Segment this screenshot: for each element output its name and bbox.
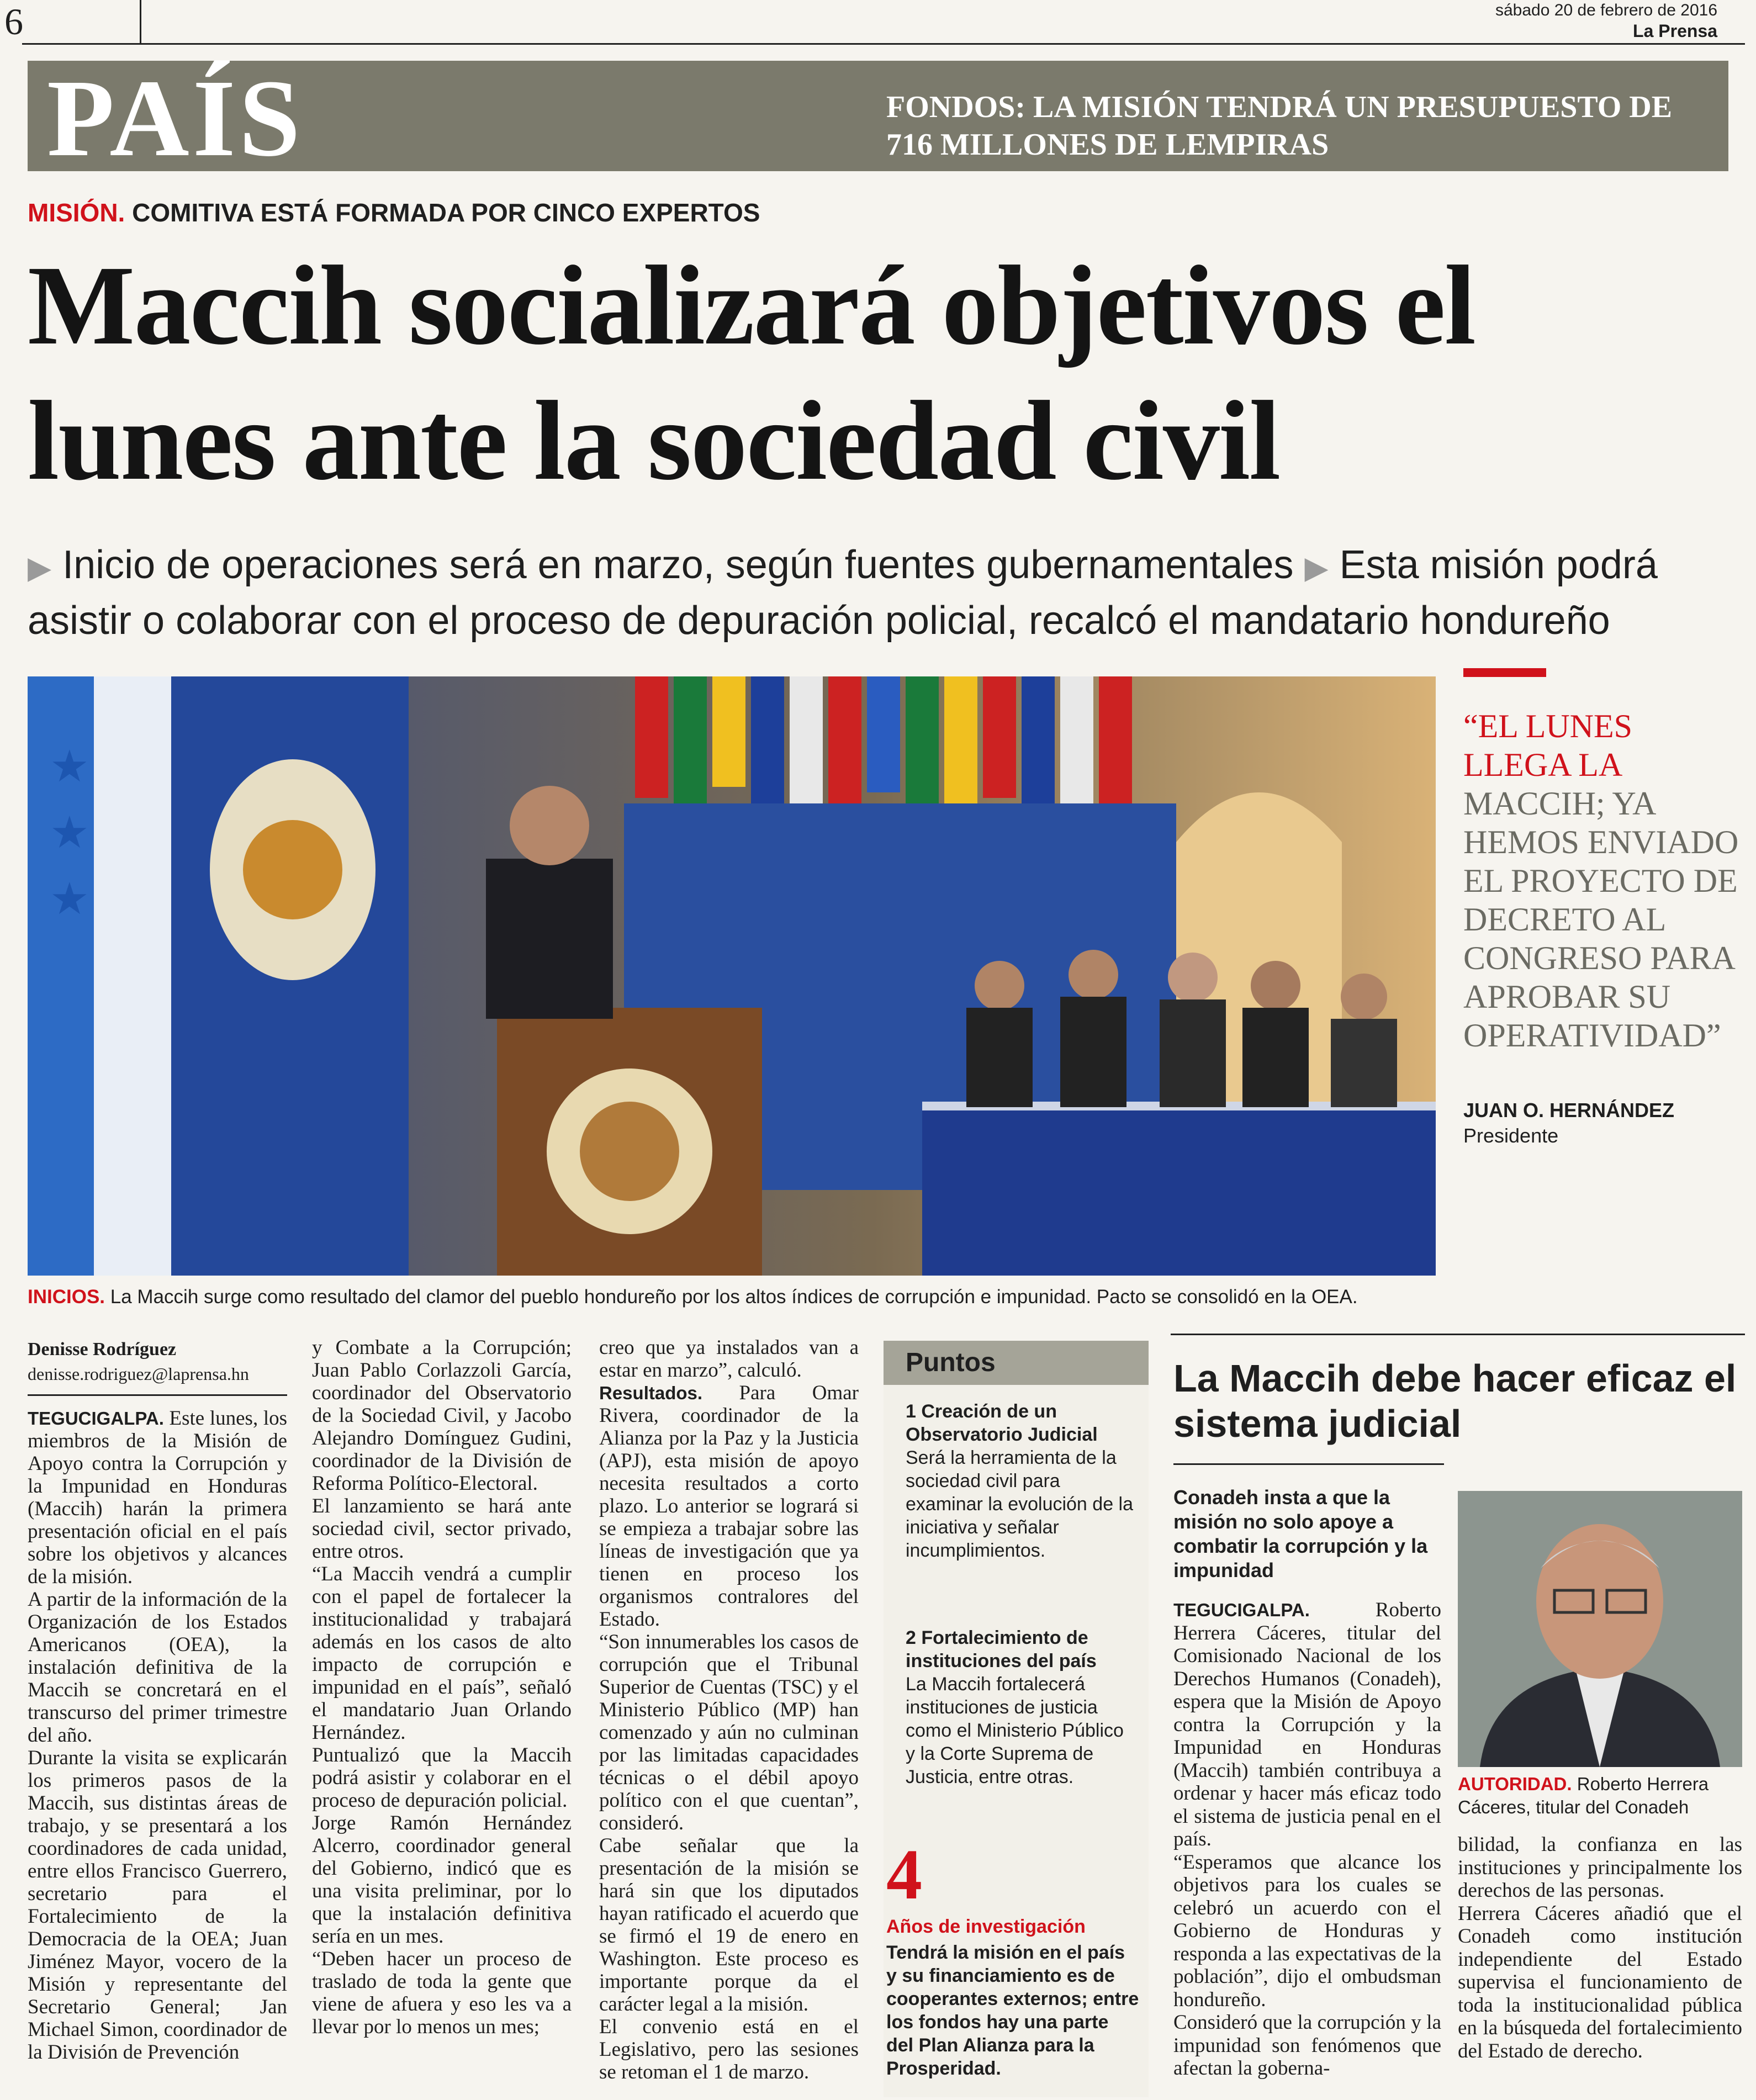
quote-author-role: Presidente: [1463, 1124, 1559, 1147]
article-column-3: [599, 1336, 859, 2083]
caption-label: INICIOS.: [28, 1286, 105, 1308]
pull-quote-text: MACCIH; YA HEMOS ENVIADO EL PROYECTO DE DECRETO AL CONGRESO PARA APROBAR SU OPERATIVIDAD”: [1463, 785, 1739, 1054]
deck-item-2: Esta misión podrá asistir o colaborar con el proceso de depuración policial, recalcó el mandatario hondureño: [28, 543, 1658, 643]
section-title: PAÍS: [47, 57, 304, 179]
kicker-label: MISIÓN.: [28, 198, 125, 227]
punto-text: Será la herramienta de la sociedad civil para examinar la evolución de la iniciativa y señalar incumplimientos.: [906, 1447, 1134, 1561]
svg-text:★: ★: [50, 742, 89, 791]
page-number: 6: [4, 1, 23, 43]
deck: [28, 538, 1739, 647]
portrait-caption-label: AUTORIDAD.: [1458, 1774, 1572, 1794]
paragraph: El convenio está en el Legislativo, pero las sesiones se retoman el 1 de marzo.: [599, 2016, 859, 2083]
fondos-teaser: FONDOS: LA MISIÓN TENDRÁ UN PRESUPUESTO DE 716 MILLONES DE LEMPIRAS: [886, 90, 1673, 162]
paragraph: “Esperamos que alcance los objetivos para los cuales se celebró un acuerdo con el Gobierno de Honduras y responda a las expectativas de la población”, dijo el ombudsman hondureño.: [1173, 1850, 1441, 2011]
svg-text:★: ★: [50, 808, 89, 857]
main-photo: [28, 676, 1436, 1276]
punto-title: 2 Fortalecimiento de instituciones del país: [906, 1627, 1097, 1671]
paragraph: creo que ya instalados van a estar en marzo”, calculó.: [599, 1336, 859, 1382]
subsection-lead: Resultados.: [599, 1383, 703, 1403]
paragraph: Jorge Ramón Hernández Alcerro, coordinador general del Gobierno, indicó que es una visita preliminar, por lo que la instalación definitiva sería en un mes.: [312, 1812, 572, 1948]
punto-item-1: [906, 1400, 1138, 1562]
right-article-rule: [1171, 1334, 1745, 1335]
byline-rule: [28, 1394, 287, 1396]
dateline: TEGUCIGALPA.: [1173, 1600, 1310, 1620]
portrait-image: [1458, 1491, 1742, 1767]
paragraph: Para Omar Rivera, coordinador de la Alianza por la Paz y la Justicia (APJ), esta misión de apoyo necesita resultados a corto plazo. Lo anterior se logrará si se empieza a trabajar sobre las líneas de investigación que ya tienen en proceso los organismos contralores del Estado.: [599, 1382, 859, 1631]
portrait-photo: [1458, 1491, 1742, 1767]
byline-name: Denisse Rodríguez: [28, 1339, 177, 1360]
big-number: 4: [886, 1835, 922, 1914]
deck-item-1: Inicio de operaciones será en marzo, según fuentes gubernamentales: [62, 543, 1294, 587]
pull-quote-red: “EL LUNES LLEGA LA: [1463, 708, 1633, 783]
paragraph: Durante la visita se explicarán los primeros pasos de la Maccih, sus distintas áreas de trabajo, y se presentará a los coordinadores de cada unidad, entre ellos Francisco Guerrero, secretario para el Fortalecimiento de la Democracia de la OEA; Juan Jiménez Mayor, vocero de la Misión y representante del Secretario General; Jan Michael Simon, coordinador de la División de Prevención: [28, 1747, 287, 2064]
paragraph: Roberto Herrera Cáceres, titular del Comisionado Nacional de los Derechos Humanos (Conadeh), espera que la Misión de Apoyo contra la Corrupción y la Impunidad en Honduras (Maccih) también contribuya a ordenar y hacer más eficaz todo el sistema de justicia penal en el país.: [1173, 1599, 1441, 1850]
article-column-2: [312, 1336, 572, 2038]
paragraph: Este lunes, los miembros de la Misión de Apoyo contra la Corrupción y la Impunidad en Honduras (Maccih) harán la primera presentación oficial en el país sobre los objetivos y alcances de la misión.: [28, 1407, 287, 1588]
right-article-body-continued: [1458, 1833, 1742, 2062]
bullet-triangle-icon: ▶: [1304, 550, 1329, 585]
punto-item-2: [906, 1626, 1138, 1789]
right-article-headline: La Maccih debe hacer eficaz el sistema judicial: [1173, 1357, 1737, 1445]
oea-event-photo: [28, 676, 1436, 1276]
right-article-subhead: Conadeh insta a que la misión no solo apoye a combatir la corrupción y la impunidad: [1173, 1486, 1428, 1581]
right-subhead-rule: [1173, 1463, 1444, 1465]
paragraph: Puntualizó que la Maccih podrá asistir y colaborar en el proceso de depuración policial.: [312, 1744, 572, 1812]
caption-text: La Maccih surge como resultado del clamor del pueblo hondureño por los altos índices de corrupción e impunidad. Pacto se consolidó en la OEA.: [110, 1286, 1358, 1308]
big-number-text: Tendrá la misión en el país y su financiamiento es de cooperantes externos; entre los fondos hay una parte del Plan Alianza para la Prosperidad.: [886, 1942, 1139, 2079]
puntos-title: Puntos: [906, 1348, 996, 1377]
photo-caption: [28, 1284, 1436, 1310]
paragraph: y Combate a la Corrupción; Juan Pablo Corlazzoli García, coordinador del Observatorio de la Sociedad Civil, y Jacobo Alejandro Domínguez Gudini, coordinador de la División de Reforma Político-Electoral.: [312, 1336, 572, 1495]
header-divider: [140, 0, 141, 44]
paragraph: A partir de la información de la Organización de los Estados Americanos (OEA), la instalación definitiva de la Maccih se concretará en el transcurso del primer trimestre del año.: [28, 1588, 287, 1747]
paragraph: Consideró que la corrupción y la impunidad son fenómenos que afectan la goberna-: [1173, 2011, 1441, 2080]
paragraph: “La Maccih vendrá a cumplir con el papel de fortalecer la institucionalidad y trabajará además en los casos de alto impacto de corrupción e impunidad en el país”, señaló el mandatario Juan Orlando Hernández.: [312, 1563, 572, 1744]
issue-date: sábado 20 de febrero de 2016: [1495, 1, 1717, 19]
punto-title: 1 Creación de un Observatorio Judicial: [906, 1401, 1098, 1445]
paragraph: Herrera Cáceres añadió que el Conadeh como institución independiente del Estado supervisa el funcionamiento de toda la institucionalidad pública en la búsqueda del fortalecimiento del Estado de derecho.: [1458, 1902, 1742, 2062]
header-rule: [22, 43, 1745, 45]
paragraph: Cabe señalar que la presentación de la misión se hará sin que los diputados hayan ratificado el acuerdo que se firmó el 19 de enero en Washington. Este proceso es importante porque da el carácter legal a la misión.: [599, 1834, 859, 2016]
paragraph: “Deben hacer un proceso de traslado de toda la gente que viene de afuera y eso les va a llevar por lo menos un mes;: [312, 1948, 572, 2038]
quote-author: JUAN O. HERNÁNDEZ: [1463, 1099, 1675, 1122]
portrait-caption: [1458, 1773, 1742, 1819]
svg-text:★: ★: [50, 874, 89, 923]
main-headline: Maccih socializará objetivos el lunes ante la sociedad civil: [28, 242, 1475, 504]
paragraph: “Son innumerables los casos de corrupción que el Tribunal Superior de Cuentas (TSC) y el Ministerio Público (MP) han comenzado y aún no culminan por las limitadas capacidades técnicas o el débil apoyo político con el que cuentan”, consideró.: [599, 1631, 859, 1834]
paper-name: La Prensa: [1633, 21, 1717, 41]
bullet-triangle-icon: ▶: [28, 550, 52, 585]
portrait-caption-text: Roberto Herrera Cáceres, titular del Conadeh: [1458, 1774, 1709, 1817]
kicker-text: COMITIVA ESTÁ FORMADA POR CINCO EXPERTOS: [132, 198, 760, 227]
kicker: [28, 198, 760, 228]
paragraph: bilidad, la confianza en las instituciones y principalmente los derechos de las personas.: [1458, 1833, 1742, 1902]
punto-text: La Maccih fortalecerá instituciones de justicia como el Ministerio Público y la Corte Suprema de Justicia, entre otras.: [906, 1674, 1124, 1787]
dateline: TEGUCIGALPA.: [28, 1408, 164, 1429]
pull-quote: [1463, 707, 1745, 1055]
article-column-1: [28, 1407, 287, 2064]
big-number-label: Años de investigación: [886, 1916, 1086, 1937]
quote-accent-bar: [1463, 668, 1546, 677]
right-article-body: [1173, 1599, 1441, 2080]
paragraph: El lanzamiento se hará ante sociedad civil, sector privado, entre otros.: [312, 1495, 572, 1563]
byline-email: denisse.rodriguez@laprensa.hn: [28, 1364, 249, 1384]
